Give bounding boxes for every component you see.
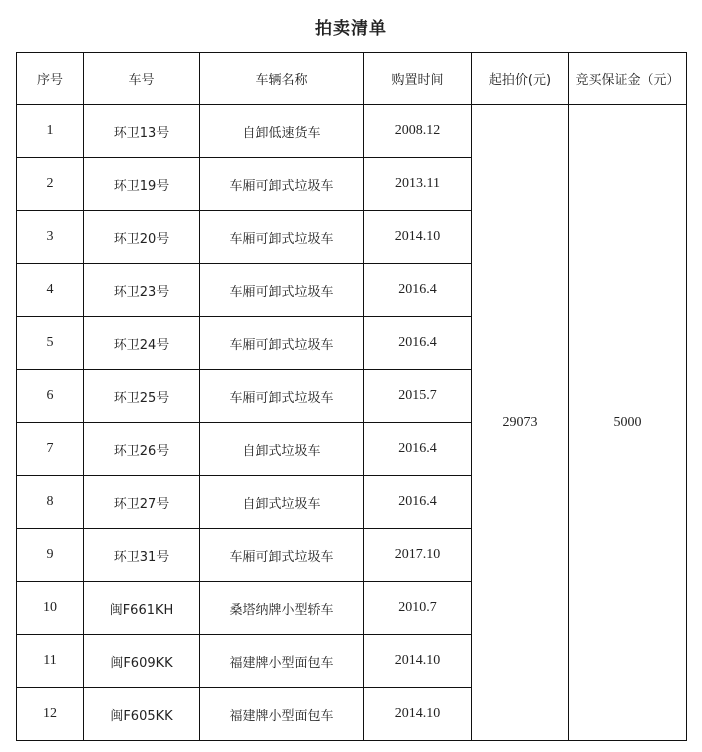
cell-purchase-date: 2016.4 [364, 317, 472, 370]
cell-plate: 环卫20号 [84, 211, 200, 264]
cell-index: 4 [17, 264, 84, 317]
cell-index: 11 [17, 635, 84, 688]
cell-vehicle-name: 车厢可卸式垃圾车 [200, 529, 364, 582]
cell-index: 3 [17, 211, 84, 264]
cell-starting-price: 29073 [472, 105, 569, 741]
cell-plate: 闽F605KK [84, 688, 200, 741]
header-deposit: 竞买保证金（元） [569, 53, 687, 105]
cell-index: 12 [17, 688, 84, 741]
cell-vehicle-name: 自卸式垃圾车 [200, 476, 364, 529]
cell-vehicle-name: 车厢可卸式垃圾车 [200, 317, 364, 370]
cell-vehicle-name: 自卸低速货车 [200, 105, 364, 158]
cell-index: 10 [17, 582, 84, 635]
header-starting-price: 起拍价(元) [472, 53, 569, 105]
cell-plate: 闽F661KH [84, 582, 200, 635]
cell-index: 1 [17, 105, 84, 158]
cell-plate: 环卫13号 [84, 105, 200, 158]
header-index: 序号 [17, 53, 84, 105]
cell-plate: 环卫31号 [84, 529, 200, 582]
cell-plate: 闽F609KK [84, 635, 200, 688]
auction-list-table [16, 52, 687, 741]
cell-plate: 环卫25号 [84, 370, 200, 423]
cell-vehicle-name: 车厢可卸式垃圾车 [200, 370, 364, 423]
cell-purchase-date: 2015.7 [364, 370, 472, 423]
cell-plate: 环卫24号 [84, 317, 200, 370]
cell-vehicle-name: 车厢可卸式垃圾车 [200, 211, 364, 264]
cell-index: 9 [17, 529, 84, 582]
cell-vehicle-name: 福建牌小型面包车 [200, 635, 364, 688]
cell-plate: 环卫19号 [84, 158, 200, 211]
cell-purchase-date: 2013.11 [364, 158, 472, 211]
cell-plate: 环卫26号 [84, 423, 200, 476]
cell-index: 7 [17, 423, 84, 476]
cell-index: 5 [17, 317, 84, 370]
header-purchase-date: 购置时间 [364, 53, 472, 105]
cell-vehicle-name: 桑塔纳牌小型轿车 [200, 582, 364, 635]
cell-plate: 环卫23号 [84, 264, 200, 317]
cell-index: 2 [17, 158, 84, 211]
cell-purchase-date: 2014.10 [364, 211, 472, 264]
cell-purchase-date: 2016.4 [364, 423, 472, 476]
cell-vehicle-name: 车厢可卸式垃圾车 [200, 158, 364, 211]
cell-purchase-date: 2008.12 [364, 105, 472, 158]
cell-index: 8 [17, 476, 84, 529]
header-vehicle-name: 车辆名称 [200, 53, 364, 105]
cell-purchase-date: 2016.4 [364, 264, 472, 317]
cell-purchase-date: 2010.7 [364, 582, 472, 635]
page-title: 拍卖清单 [315, 19, 387, 39]
cell-vehicle-name: 车厢可卸式垃圾车 [200, 264, 364, 317]
table-header-row [17, 53, 687, 105]
cell-vehicle-name: 自卸式垃圾车 [200, 423, 364, 476]
cell-deposit: 5000 [569, 105, 687, 741]
header-plate: 车号 [84, 53, 200, 105]
cell-vehicle-name: 福建牌小型面包车 [200, 688, 364, 741]
cell-purchase-date: 2016.4 [364, 476, 472, 529]
cell-purchase-date: 2017.10 [364, 529, 472, 582]
cell-purchase-date: 2014.10 [364, 635, 472, 688]
cell-plate: 环卫27号 [84, 476, 200, 529]
table-row [17, 105, 687, 158]
cell-purchase-date: 2014.10 [364, 688, 472, 741]
cell-index: 6 [17, 370, 84, 423]
